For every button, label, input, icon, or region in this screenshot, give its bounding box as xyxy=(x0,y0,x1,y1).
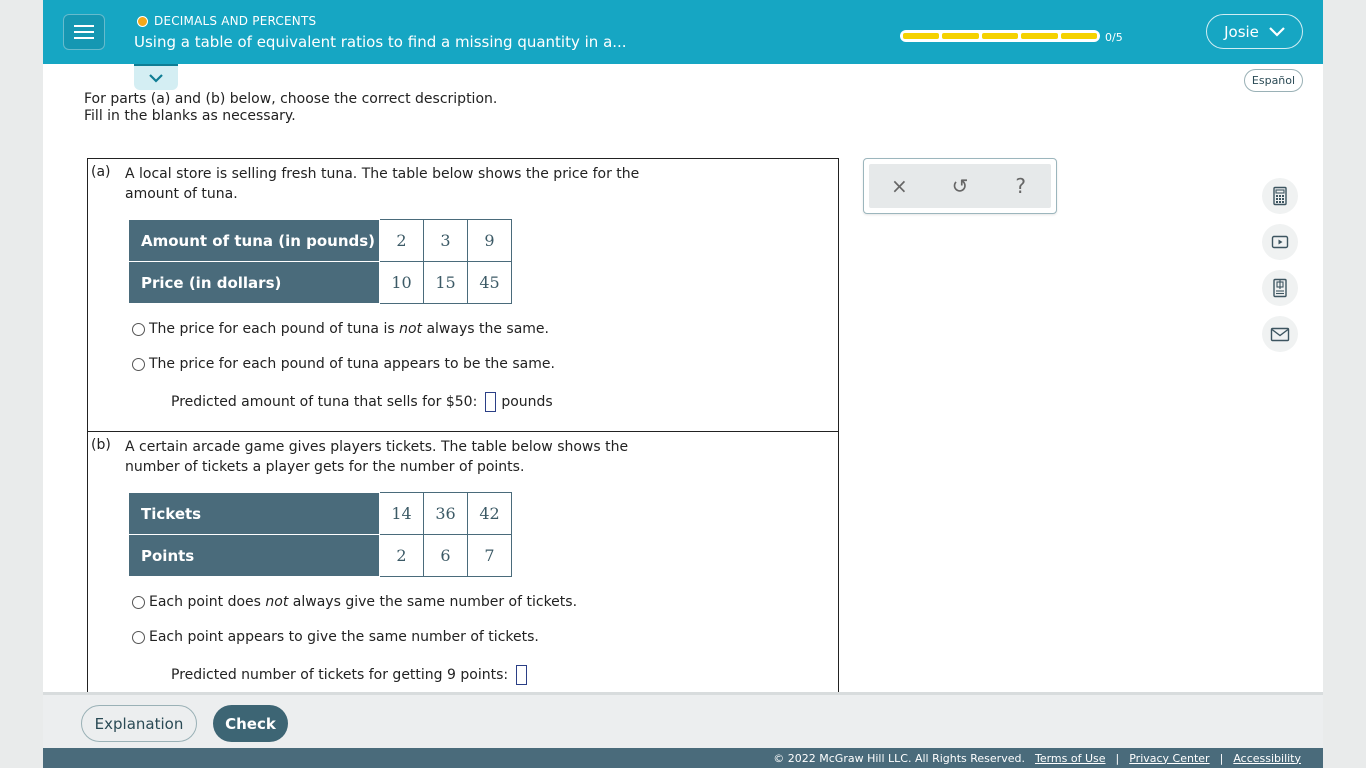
table-cell: 42 xyxy=(468,493,512,535)
unit-label: pounds xyxy=(501,394,553,410)
chevron-down-icon xyxy=(1269,27,1285,37)
row-header: Price (in dollars) xyxy=(129,262,380,304)
user-name: Josie xyxy=(1224,22,1259,41)
separator: | xyxy=(1115,751,1120,765)
choice-not-same[interactable] xyxy=(132,321,549,337)
table-row xyxy=(129,535,512,577)
table-cell: 14 xyxy=(380,493,424,535)
prediction-row xyxy=(171,665,532,685)
textbook-icon xyxy=(1270,278,1290,298)
ratio-table xyxy=(128,492,512,577)
instructions xyxy=(84,91,497,125)
progress-segment xyxy=(982,33,1018,39)
choice-label: The price for each pound of tuna appears to be the same. xyxy=(149,356,555,372)
table-cell: 15 xyxy=(424,262,468,304)
calculator-icon xyxy=(1270,186,1290,206)
choice-label: The price for each pound of tuna is not always the same. xyxy=(149,321,549,337)
choice-label: Each point appears to give the same number of tickets. xyxy=(149,629,539,645)
privacy-link[interactable]: Privacy Center xyxy=(1129,751,1210,765)
answer-input[interactable] xyxy=(485,392,496,412)
table-cell: 45 xyxy=(468,262,512,304)
table-cell: 6 xyxy=(424,535,468,577)
user-menu-button[interactable] xyxy=(1206,14,1303,49)
table-row xyxy=(129,493,512,535)
app-window xyxy=(43,0,1323,768)
language-toggle-button[interactable]: Español xyxy=(1244,69,1303,92)
header-bar xyxy=(43,0,1323,64)
row-header: Amount of tuna (in pounds) xyxy=(129,220,380,262)
row-header: Tickets xyxy=(129,493,380,535)
answer-tool-panel xyxy=(863,158,1057,214)
table-cell: 7 xyxy=(468,535,512,577)
answer-input[interactable] xyxy=(516,665,527,685)
table-cell: 2 xyxy=(380,535,424,577)
ebook-button[interactable] xyxy=(1262,270,1298,306)
undo-icon[interactable]: ↺ xyxy=(951,174,969,198)
lesson-title: Using a table of equivalent ratios to find a missing quantity in a... xyxy=(134,33,627,51)
explanation-button[interactable]: Explanation xyxy=(81,705,197,742)
prediction-label: Predicted number of tickets for getting 9 points: xyxy=(171,667,509,683)
progress-count: 0/5 xyxy=(1105,31,1123,44)
help-icon[interactable]: ? xyxy=(1015,174,1026,198)
part-a xyxy=(88,159,838,432)
table-cell: 3 xyxy=(424,220,468,262)
topic-label: DECIMALS AND PERCENTS xyxy=(154,14,317,28)
tool-bar xyxy=(869,164,1051,208)
legal-bar xyxy=(43,748,1323,768)
choice-not-same[interactable] xyxy=(132,594,577,610)
progress-segment xyxy=(1061,33,1097,39)
terms-link[interactable]: Terms of Use xyxy=(1034,751,1106,765)
separator: | xyxy=(1219,751,1224,765)
chevron-down-icon xyxy=(148,73,164,83)
video-button[interactable] xyxy=(1262,224,1298,260)
radio-button[interactable] xyxy=(132,358,145,371)
hamburger-icon xyxy=(73,23,95,41)
part-b xyxy=(88,432,838,722)
row-header: Points xyxy=(129,535,380,577)
topic-row xyxy=(137,14,316,28)
accessibility-link[interactable]: Accessibility xyxy=(1233,751,1301,765)
table-cell: 9 xyxy=(468,220,512,262)
topic-status-dot xyxy=(137,16,148,27)
mail-icon xyxy=(1270,324,1290,344)
part-prompt: A certain arcade game gives players tickets. The table below shows the number of tickets a player gets for the number of points. xyxy=(125,439,629,475)
calculator-button[interactable] xyxy=(1262,178,1298,214)
progress-segment xyxy=(1021,33,1057,39)
radio-button[interactable] xyxy=(132,596,145,609)
choice-same[interactable] xyxy=(132,356,555,372)
table-cell: 10 xyxy=(380,262,424,304)
table-row xyxy=(129,220,512,262)
table-cell: 36 xyxy=(424,493,468,535)
progress-segment xyxy=(942,33,978,39)
copyright-text: © 2022 McGraw Hill LLC. All Rights Reserved. xyxy=(773,751,1025,765)
footer-bar xyxy=(43,692,1323,748)
part-label: (b) xyxy=(91,437,111,453)
choice-same[interactable] xyxy=(132,629,539,645)
progress-segment xyxy=(903,33,939,39)
message-button[interactable] xyxy=(1262,316,1298,352)
radio-button[interactable] xyxy=(132,631,145,644)
question-box xyxy=(87,158,839,718)
table-cell: 2 xyxy=(380,220,424,262)
table-row xyxy=(129,262,512,304)
radio-button[interactable] xyxy=(132,323,145,336)
menu-button[interactable] xyxy=(63,14,105,50)
check-button[interactable]: Check xyxy=(213,705,288,742)
clear-icon[interactable]: × xyxy=(890,174,908,198)
prediction-row xyxy=(171,392,553,412)
progress-bar xyxy=(900,30,1100,42)
choice-label: Each point does not always give the same number of tickets. xyxy=(149,594,578,610)
part-prompt: A local store is selling fresh tuna. The table below shows the price for the amount of tuna. xyxy=(125,166,640,202)
video-icon xyxy=(1270,232,1290,252)
part-label: (a) xyxy=(91,164,111,180)
instructions-line: Fill in the blanks as necessary. xyxy=(84,108,296,124)
ratio-table xyxy=(128,219,512,304)
prediction-label: Predicted amount of tuna that sells for $50: xyxy=(171,394,478,410)
collapse-header-tab[interactable] xyxy=(134,64,178,90)
instructions-line: For parts (a) and (b) below, choose the correct description. xyxy=(84,91,498,107)
